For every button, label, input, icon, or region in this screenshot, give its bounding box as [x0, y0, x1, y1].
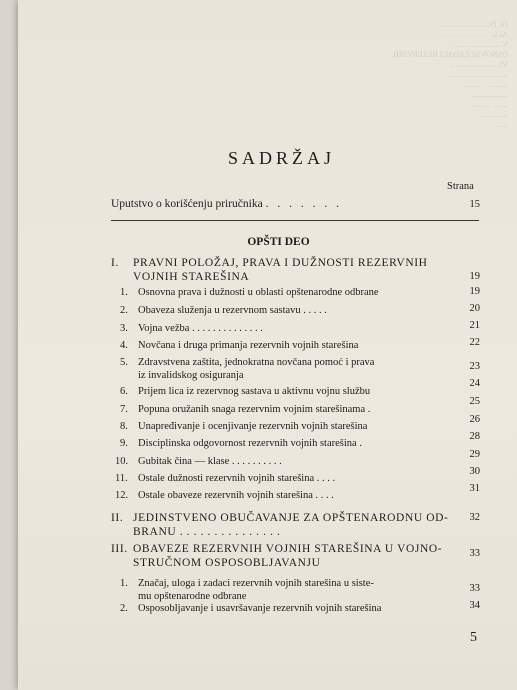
toc-item-text: Unapređivanje i ocenjivanje rezervnih vojnih starešina: [138, 421, 368, 432]
toc-chapter-line: VOJNIH STAREŠINA: [133, 271, 250, 283]
toc-page-number: 30: [469, 466, 480, 477]
show-through-text: IV. IV. ....................... ALL. . . . . . . . . . . . . . V. ................. ..... OSNOVNI ZADACI REZERVNIH VI. .................... .. .............................. ......... ......... .................. ....... ........ ............... .......: [393, 20, 508, 129]
toc-item-text: Ostale dužnosti rezervnih vojnih starešina . . . .: [138, 473, 336, 484]
toc-chapter-number: III.: [111, 543, 128, 555]
toc-item-text: Ostale obaveze rezervnih vojnih starešina . . . .: [138, 490, 334, 501]
toc-page-number: 25: [469, 396, 480, 407]
toc-entry-text: Uputstvo o korišćenju priručnika: [111, 198, 263, 210]
toc-item-text: Značaj, uloga i zadaci rezervnih vojnih starešina u siste-: [138, 578, 374, 589]
toc-page-number: 19: [469, 286, 480, 297]
toc-item-number: 9.: [120, 438, 128, 449]
toc-item-number: 3.: [120, 323, 128, 334]
toc-item-number: 4.: [120, 340, 128, 351]
toc-page-number: 19: [469, 271, 480, 282]
column-label-strana: Strana: [447, 181, 474, 192]
toc-chapter-line: JEDINSTVENO OBUČAVANJE ZA OPŠTENARODNU OD-: [133, 512, 449, 524]
toc-item-text: Disciplinska odgovornost rezervnih vojnih starešina .: [138, 438, 362, 449]
toc-page-number: 31: [469, 483, 480, 494]
toc-item-number: 2.: [120, 305, 128, 316]
section-heading: OPŠTI DEO: [247, 236, 310, 248]
toc-item-number: 2.: [120, 603, 128, 614]
toc-page-number: 23: [469, 361, 480, 372]
toc-item-number: 12.: [115, 490, 129, 501]
toc-entry-intro: [111, 198, 342, 210]
toc-item-text: Novčana i druga primanja rezervnih vojnih starešina: [138, 340, 359, 351]
toc-page-number: 28: [469, 431, 480, 442]
toc-item-text: Zdravstvena zaštita, jednokratna novčana pomoć i prava: [138, 357, 375, 368]
toc-chapter-line: BRANU . . . . . . . . . . . . . . .: [133, 526, 281, 538]
toc-page-number: 26: [469, 414, 480, 425]
toc-item-text: Vojna vežba . . . . . . . . . . . . . .: [138, 323, 263, 334]
toc-page-number: 29: [469, 449, 480, 460]
toc-page-number: 32: [469, 512, 480, 523]
toc-item-text: iz invalidskog osiguranja: [138, 370, 244, 381]
toc-page-number: 21: [469, 320, 480, 331]
toc-item-text: Gubitak čina — klase . . . . . . . . . .: [138, 456, 282, 467]
toc-item-text: mu opštenarodne odbrane: [138, 591, 247, 602]
toc-chapter-line: STRUČNOM OSPOSOBLJAVANJU: [133, 557, 321, 569]
toc-chapter-line: PRAVNI POLOŽAJ, PRAVA I DUŽNOSTI REZERVNIH: [133, 257, 428, 269]
toc-item-text: Osnovna prava i dužnosti u oblasti opštenarodne odbrane: [138, 287, 379, 298]
toc-page-number: 22: [469, 337, 480, 348]
page-number: 5: [470, 630, 477, 645]
toc-item-text: Obaveza služenja u rezervnom sastavu . . . . .: [138, 305, 327, 316]
toc-chapter-number: II.: [111, 512, 124, 524]
toc-page-number: 24: [469, 378, 480, 389]
toc-page-number: 34: [469, 600, 480, 611]
toc-item-number: 5.: [120, 357, 128, 368]
leader-dots: . . . . . . .: [265, 198, 342, 210]
toc-item-text: Prijem lica iz rezervnog sastava u aktivnu vojnu službu: [138, 386, 371, 397]
page-title: SADRŽAJ: [228, 148, 336, 168]
toc-item-text: Popuna oružanih snaga rezervnim vojnim starešinama .: [138, 404, 371, 415]
toc-page-number: 33: [469, 583, 480, 594]
toc-item-number: 8.: [120, 421, 128, 432]
toc-item-number: 1.: [120, 287, 128, 298]
divider-rule: [111, 220, 479, 221]
toc-item-number: 11.: [115, 473, 128, 484]
toc-item-number: 6.: [120, 386, 128, 397]
toc-item-number: 10.: [115, 456, 129, 467]
toc-item-number: 1.: [120, 578, 128, 589]
toc-page-number: 15: [469, 199, 480, 210]
toc-item-number: 7.: [120, 404, 128, 415]
toc-chapter-line: OBAVEZE REZERVNIH VOJNIH STAREŠINA U VOJNO-: [133, 543, 443, 555]
toc-item-text: Osposobljavanje i usavršavanje rezervnih vojnih starešina: [138, 603, 382, 614]
toc-chapter-number: I.: [111, 257, 119, 269]
toc-page-number: 20: [469, 303, 480, 314]
toc-page-number: 33: [469, 548, 480, 559]
